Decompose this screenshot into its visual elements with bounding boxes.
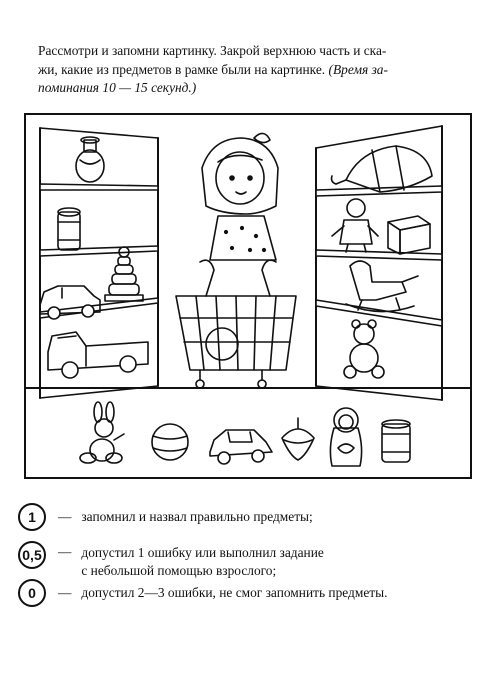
score-dash: — xyxy=(58,544,72,559)
matryoshka-icon xyxy=(330,408,361,466)
cube-icon xyxy=(388,216,430,254)
score-text-1: запомнил и назвал правильно предметы; xyxy=(81,509,313,524)
vase-icon xyxy=(76,137,104,182)
score-text-0-5 xyxy=(81,544,323,580)
score-text-0: допустил 2—3 ошибки, не смог запомнить предметы. xyxy=(81,585,388,600)
ball-icon xyxy=(152,424,188,460)
instructions-line-1: Рассмотри и запомни картинку. Закрой верхнюю часть и ска- xyxy=(38,43,387,58)
memorize-time-note-b: поминания 10 — 15 секунд.) xyxy=(38,80,197,95)
score-dash: — xyxy=(58,585,72,600)
score-row-zero xyxy=(18,579,387,607)
left-shelf xyxy=(40,128,158,398)
rocking-horse-icon xyxy=(346,261,418,312)
score-badge-0: 0 xyxy=(18,579,46,607)
score-dash: — xyxy=(58,509,72,524)
barrel-icon xyxy=(58,208,80,250)
basket-icon xyxy=(176,260,296,388)
instructions-line-2-text: жи, какие из предметов в рамке были на картинке. xyxy=(38,61,326,77)
answer-barrel-icon xyxy=(382,420,410,462)
answer-toy-car-icon xyxy=(210,430,272,464)
girl-icon xyxy=(202,133,278,260)
umbrella-icon xyxy=(332,146,433,192)
score-badge-1: 1 xyxy=(18,503,46,531)
score-row-full xyxy=(18,503,313,531)
score-text-0-5-line-1: допустил 1 ошибку или выполнил задание xyxy=(81,545,324,560)
doll-icon xyxy=(332,199,378,252)
score-badge-0-5: 0,5 xyxy=(18,541,46,569)
score-row-half xyxy=(18,540,324,580)
teddy-bear-icon xyxy=(344,320,384,378)
spinning-top-icon xyxy=(282,418,314,460)
bunny-toy-icon xyxy=(80,402,124,463)
pyramid-toy-icon xyxy=(105,247,143,301)
right-shelf xyxy=(316,126,442,400)
toy-truck-icon xyxy=(48,332,148,378)
memorize-time-note-a: (Время за- xyxy=(328,61,388,77)
score-text-0-5-line-2: с небольшой помощью взрослого; xyxy=(81,563,277,578)
